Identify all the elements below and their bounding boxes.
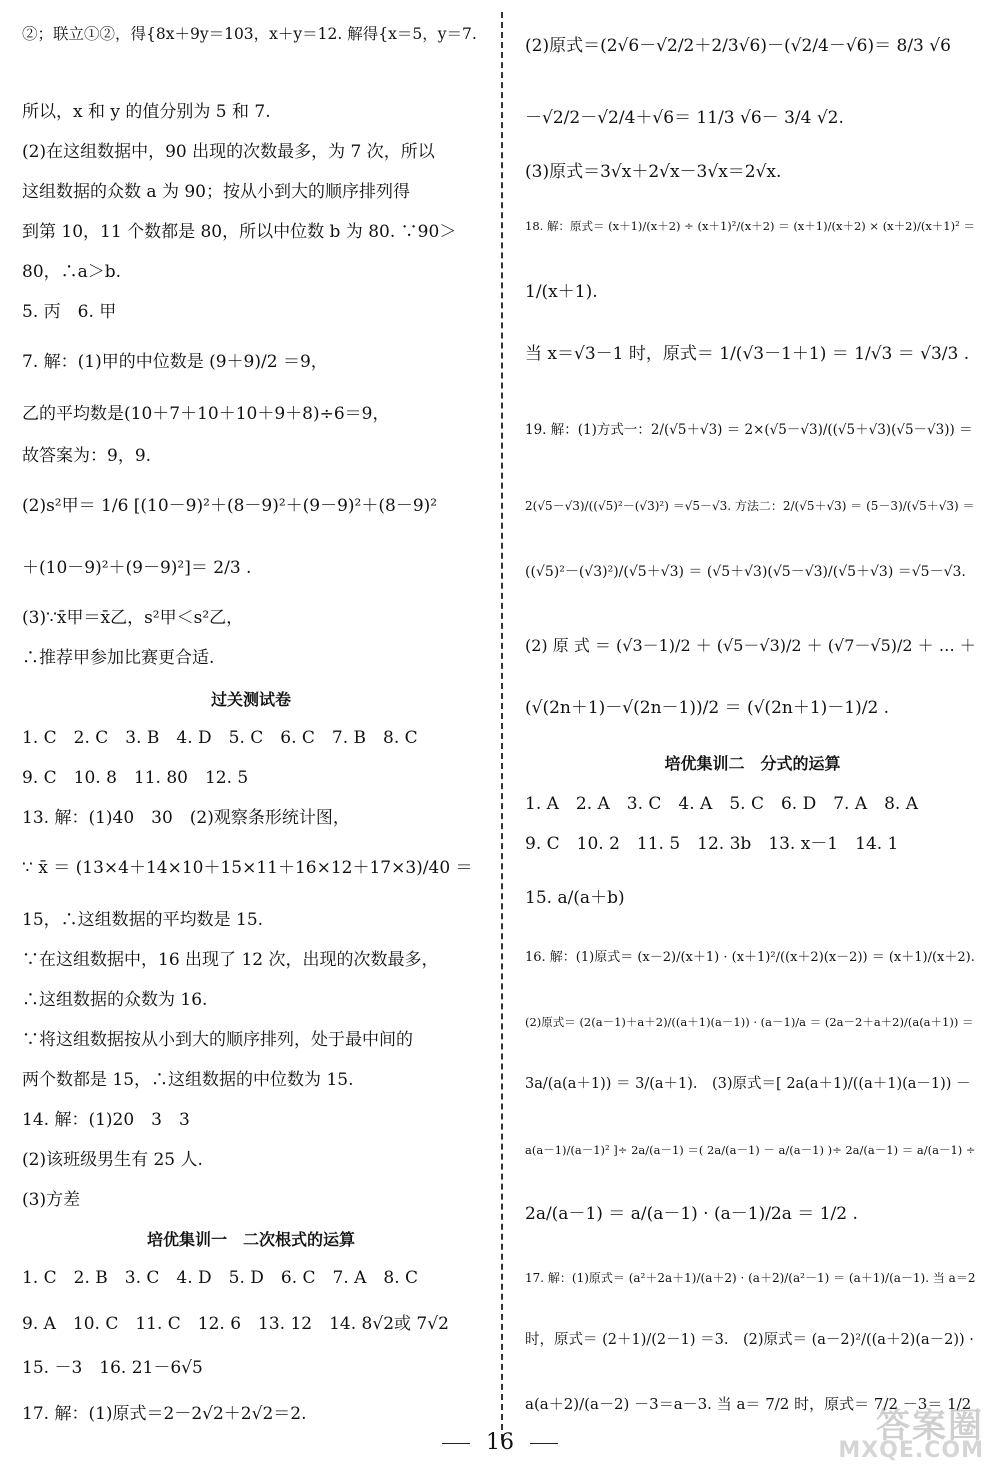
text-line: 乙的平均数是(10＋7＋10＋10＋9＋8)÷6＝9， [22,404,390,424]
text-line: 所以，x 和 y 的值分别为 5 和 7. [22,102,271,122]
text-line: 17. 解：(1)原式＝2－2√2＋2√2＝2. [22,1404,307,1424]
text-line: ∴推荐甲参加比赛更合适. [22,648,215,668]
text-line: ∵ x̄ ＝ (13×4＋14×10＋15×11＋16×12＋17×3)/40 ＝ [22,858,473,878]
page-number: 16 [486,1430,514,1455]
text-line: 这组数据的众数 a 为 90；按从小到大的顺序排列得 [22,182,410,202]
text-line: 2a/(a－1) ＝ a/(a－1) · (a－1)/2a ＝ 1/2 . [525,1204,858,1224]
text-line: ∴这组数据的众数为 16. [22,990,208,1010]
text-line: 16. 解：(1)原式＝ (x－2)/(x＋1) · (x＋1)²/((x＋2)(x－2)) ＝ (x＋1)/(x＋2). [525,950,975,965]
text-line: (√(2n＋1)－√(2n－1))/2 ＝ (√(2n＋1)－1)/2 . [525,698,890,718]
text-line: (2)原式＝ (2(a－1)＋a＋2)/((a＋1)(a－1)) · (a－1)/a ＝ (2a－2＋a＋2)/(a(a＋1)) ＝ [525,1015,974,1029]
text-line: 两个数都是 15，∴这组数据的中位数为 15. [22,1070,354,1090]
section-heading: 培优集训一 二次根式的运算 [146,1230,355,1249]
text-line: ＋(10－9)²＋(9－9)²]＝ 2/3 . [22,558,252,578]
answer-line: 5. 丙 6. 甲 [22,302,117,322]
watermark-url: MXQE.COM [838,1438,984,1463]
text-line: 时，原式＝ (2＋1)/(2－1) ＝3. (2)原式＝ (a－2)²/((a＋2)(a－2)) · [525,1332,974,1348]
answer-line: 15. －3 16. 21－6√5 [22,1358,203,1378]
text-line: (3)∵x̄甲＝x̄乙，s²甲＜s²乙， [22,608,244,628]
text-line: 3a/(a(a＋1)) ＝ 3/(a＋1). (3)原式＝[ 2a(a＋1)/((a＋1)(a－1)) － [525,1076,971,1092]
text-line: (2)该班级男生有 25 人. [22,1150,203,1170]
text-line: 80，∴a＞b. [22,262,122,282]
text-line: 15. a/(a＋b) [525,888,625,908]
section-heading: 过关测试卷 [210,690,291,709]
text-line: 当 x＝√3－1 时，原式＝ 1/(√3－1＋1) ＝ 1/√3 ＝ √3/3 . [525,344,970,364]
text-line: (2) 原 式 ＝ (√3－1)/2 ＋ (√5－√3)/2 ＋ (√7－√5)/2 ＋ … ＋ [525,636,976,655]
watermark-logo: 答案圈 [876,1406,984,1446]
section-heading: 培优集训二 分式的运算 [664,754,841,773]
answer-line: 1. A 2. A 3. C 4. A 5. C 6. D 7. A 8. A [525,794,919,814]
answer-line: 9. C 10. 8 11. 80 12. 5 [22,768,249,788]
text-line: 13. 解：(1)40 30 (2)观察条形统计图， [22,808,350,828]
text-line: 14. 解：(1)20 3 3 [22,1110,190,1130]
column-divider [501,12,503,1440]
text-line: ∵在这组数据中，16 出现了 12 次，出现的次数最多， [22,950,439,970]
text-line: a(a＋2)/(a－2) －3＝a－3. 当 a＝ 7/2 时，原式＝ 7/2 －3＝ 1/2 [525,1395,972,1413]
answer-line: 9. A 10. C 11. C 12. 6 13. 12 14. 8√2或 7√2 [22,1314,449,1334]
text-line: ②；联立①②，得{8x＋9y＝103，x＋y＝12. 解得{x＝5，y＝7. [22,25,477,43]
text-line: (2)在这组数据中，90 出现的次数最多，为 7 次，所以 [22,142,435,162]
text-line: (3)原式＝3√x＋2√x－3√x＝2√x. [525,162,782,182]
text-line: 故答案为：9，9. [22,446,152,466]
text-line: 到第 10，11 个数都是 80，所以中位数 b 为 80. ∵90＞ [22,222,457,242]
answer-line: 1. C 2. B 3. C 4. D 5. D 6. C 7. A 8. C [22,1268,419,1288]
text-line: 1/(x＋1). [525,282,598,302]
text-line: －√2/2－√2/4＋√6＝ 11/3 √6－ 3/4 √2. [525,108,844,128]
text-line: 2(√5－√3)/((√5)²－(√3)²) ＝√5－√3. 方法二：2/(√5＋√3) ＝ (5－3)/(√5＋√3) ＝ [525,499,975,513]
text-line: (3)方差 [22,1190,81,1210]
text-line: 18. 解：原式＝ (x＋1)/(x＋2) ÷ (x＋1)²/(x＋2) ＝ (x＋1)/(x＋2) × (x＋2)/(x＋1)² ＝ [525,219,975,233]
text-line: (2)原式＝(2√6－√2/2＋2/3√6)－(√2/4－√6)＝ 8/3 √6 [525,36,951,56]
text-line: 17. 解：(1)原式＝ (a²＋2a＋1)/(a＋2) · (a＋2)/(a²－1) ＝ (a＋1)/(a－1). 当 a＝2 [525,1271,976,1285]
answer-line: 9. C 10. 2 11. 5 12. 3b 13. x－1 14. 1 [525,834,899,854]
text-line: 7. 解：(1)甲的中位数是 (9＋9)/2 ＝9， [22,352,328,372]
footer-dash [442,1443,470,1444]
text-line: ((√5)²－(√3)²)/(√5＋√3) ＝ (√5＋√3)(√5－√3)/(√5＋√3) ＝√5－√3. [525,564,966,580]
text-line: 15，∴这组数据的平均数是 15. [22,910,264,930]
text-line: ∵将这组数据按从小到大的顺序排列，处于最中间的 [22,1030,413,1050]
footer-dash [530,1443,558,1444]
text-line: 19. 解：(1)方式一：2/(√5＋√3) ＝ 2×(√5－√3)/((√5＋√3)(√5－√3)) ＝ [525,422,973,438]
watermark [800,1398,990,1470]
answer-line: 1. C 2. C 3. B 4. D 5. C 6. C 7. B 8. C [22,728,418,748]
text-line: a(a－1)/(a－1)² ]÷ 2a/(a－1) ＝( 2a/(a－1) － a/(a－1) )÷ 2a/(a－1) ＝ a/(a－1) ÷ [525,1143,976,1157]
text-line: (2)s²甲＝ 1/6 [(10－9)²＋(8－9)²＋(9－9)²＋(8－9)² [22,496,438,516]
